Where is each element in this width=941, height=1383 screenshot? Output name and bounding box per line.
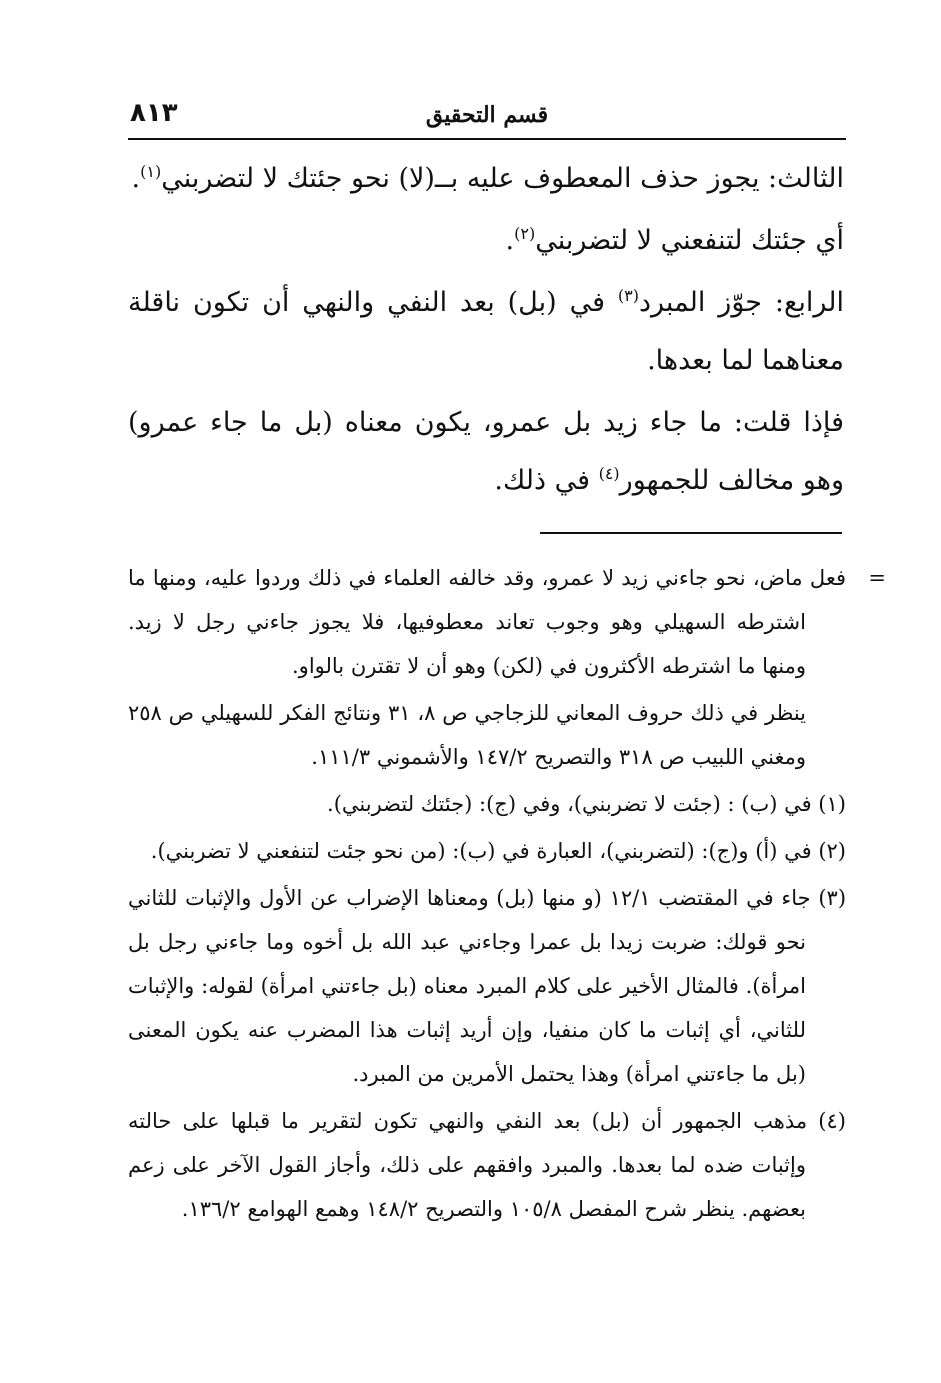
paragraph-text: فإذا قلت: ما جاء زيد بل عمرو، يكون معناه (بل ما جاء عمرو) وهو مخالف للجمهور: [128, 407, 844, 496]
paragraph-text: .: [131, 163, 141, 194]
paragraph-text: في (بل) بعد النفي والنهي أن تكون ناقلة معناهما لما بعدها.: [128, 287, 844, 376]
paragraph-text: الثالث: يجوز حذف المعطوف عليه بــ(لا) نحو جئتك لا لتضربني: [161, 163, 844, 194]
main-text: [128, 150, 844, 514]
page-number: ٨١٣: [130, 98, 178, 128]
footnote-separator: [540, 532, 842, 534]
footnote-ref-3: (٣): [617, 286, 639, 305]
paragraph-example: [128, 394, 844, 510]
paragraph-text: في ذلك.: [494, 465, 599, 496]
footnote-ref-2: (٢): [514, 224, 536, 243]
footnote-2: (٢) في (أ) و(ج): (لتضربني)، العبارة في (ب): (من نحو جئت لتنفعني لا تضربني).: [150, 839, 846, 863]
paragraph-explanation: [128, 212, 844, 270]
page-header: [128, 98, 846, 140]
paragraph-text: .: [505, 225, 515, 256]
running-title: قسم التحقيق: [425, 102, 549, 128]
footnote-4: (٤) مذهب الجمهور أن (بل) بعد النفي والنهي تكون لتقرير ما قبلها على حالته وإثبات ضده لما بعدها. والمبرد وافقهم على ذلك، وأجاز القول الآخر على زعم بعضهم. ينظر شرح المفصل ١٠٥/٨ والتصريح ١٤٨/٢ وهمع الهوامع ١٣٦/٢.: [128, 1109, 846, 1221]
paragraph-third: [128, 150, 844, 208]
footnote-ref-4: (٤): [598, 464, 620, 483]
paragraph-fourth: [128, 274, 844, 390]
footnote-text: فعل ماض، نحو جاءني زيد لا عمرو، وقد خالفه العلماء في ذلك وردوا عليه، ومنها ما اشترطه السهيلي وهو وجوب تعاند معطوفيها، فلا يجوز جاءني رجل لا زيد. ومنها ما اشترطه الأكثرون في (لكن) وهو أن لا تقترن بالواو.: [128, 566, 846, 678]
paragraph-text: أي جئتك لتنفعني لا لتضربني: [535, 225, 844, 256]
footnotes: [128, 556, 886, 1234]
footnote-1: (١) في (ب) : (جئت لا تضربني)، وفي (ج): (جئتك لتضربني).: [327, 792, 846, 816]
footnote-3: (٣) جاء في المقتضب ١٢/١ (و منها (بل) ومعناها الإضراب عن الأول والإثبات للثاني نحو قولك: ضربت زيدا بل عمرا وجاءني عبد الله بل أخوه وما جاءني رجل بل امرأة). فالمثال الأخير على كلام المبرد معناه (بل جاءتني امرأة) لقوله: والإثبات للثاني، أي إثبات ما كان منفيا، وإن أريد إثبات هذا المضرب عنه يكون المعنى (بل ما جاءتني امرأة) وهذا يحتمل الأمرين من المبرد.: [128, 886, 847, 1086]
footnote-references: ينظر في ذلك حروف المعاني للزجاجي ص ٨، ٣١ ونتائج الفكر للسهيلي ص ٢٥٨ ومغني اللبيب ص ٣١٨ والتصريح ١٤٧/٢ والأشموني ١١١/٣.: [128, 701, 807, 769]
continuation-mark: =: [868, 566, 886, 590]
paragraph-text: الرابع: جوّز المبرد: [639, 287, 845, 318]
footnote-ref-1: (١): [140, 162, 162, 181]
footnote-continued: [128, 556, 886, 688]
